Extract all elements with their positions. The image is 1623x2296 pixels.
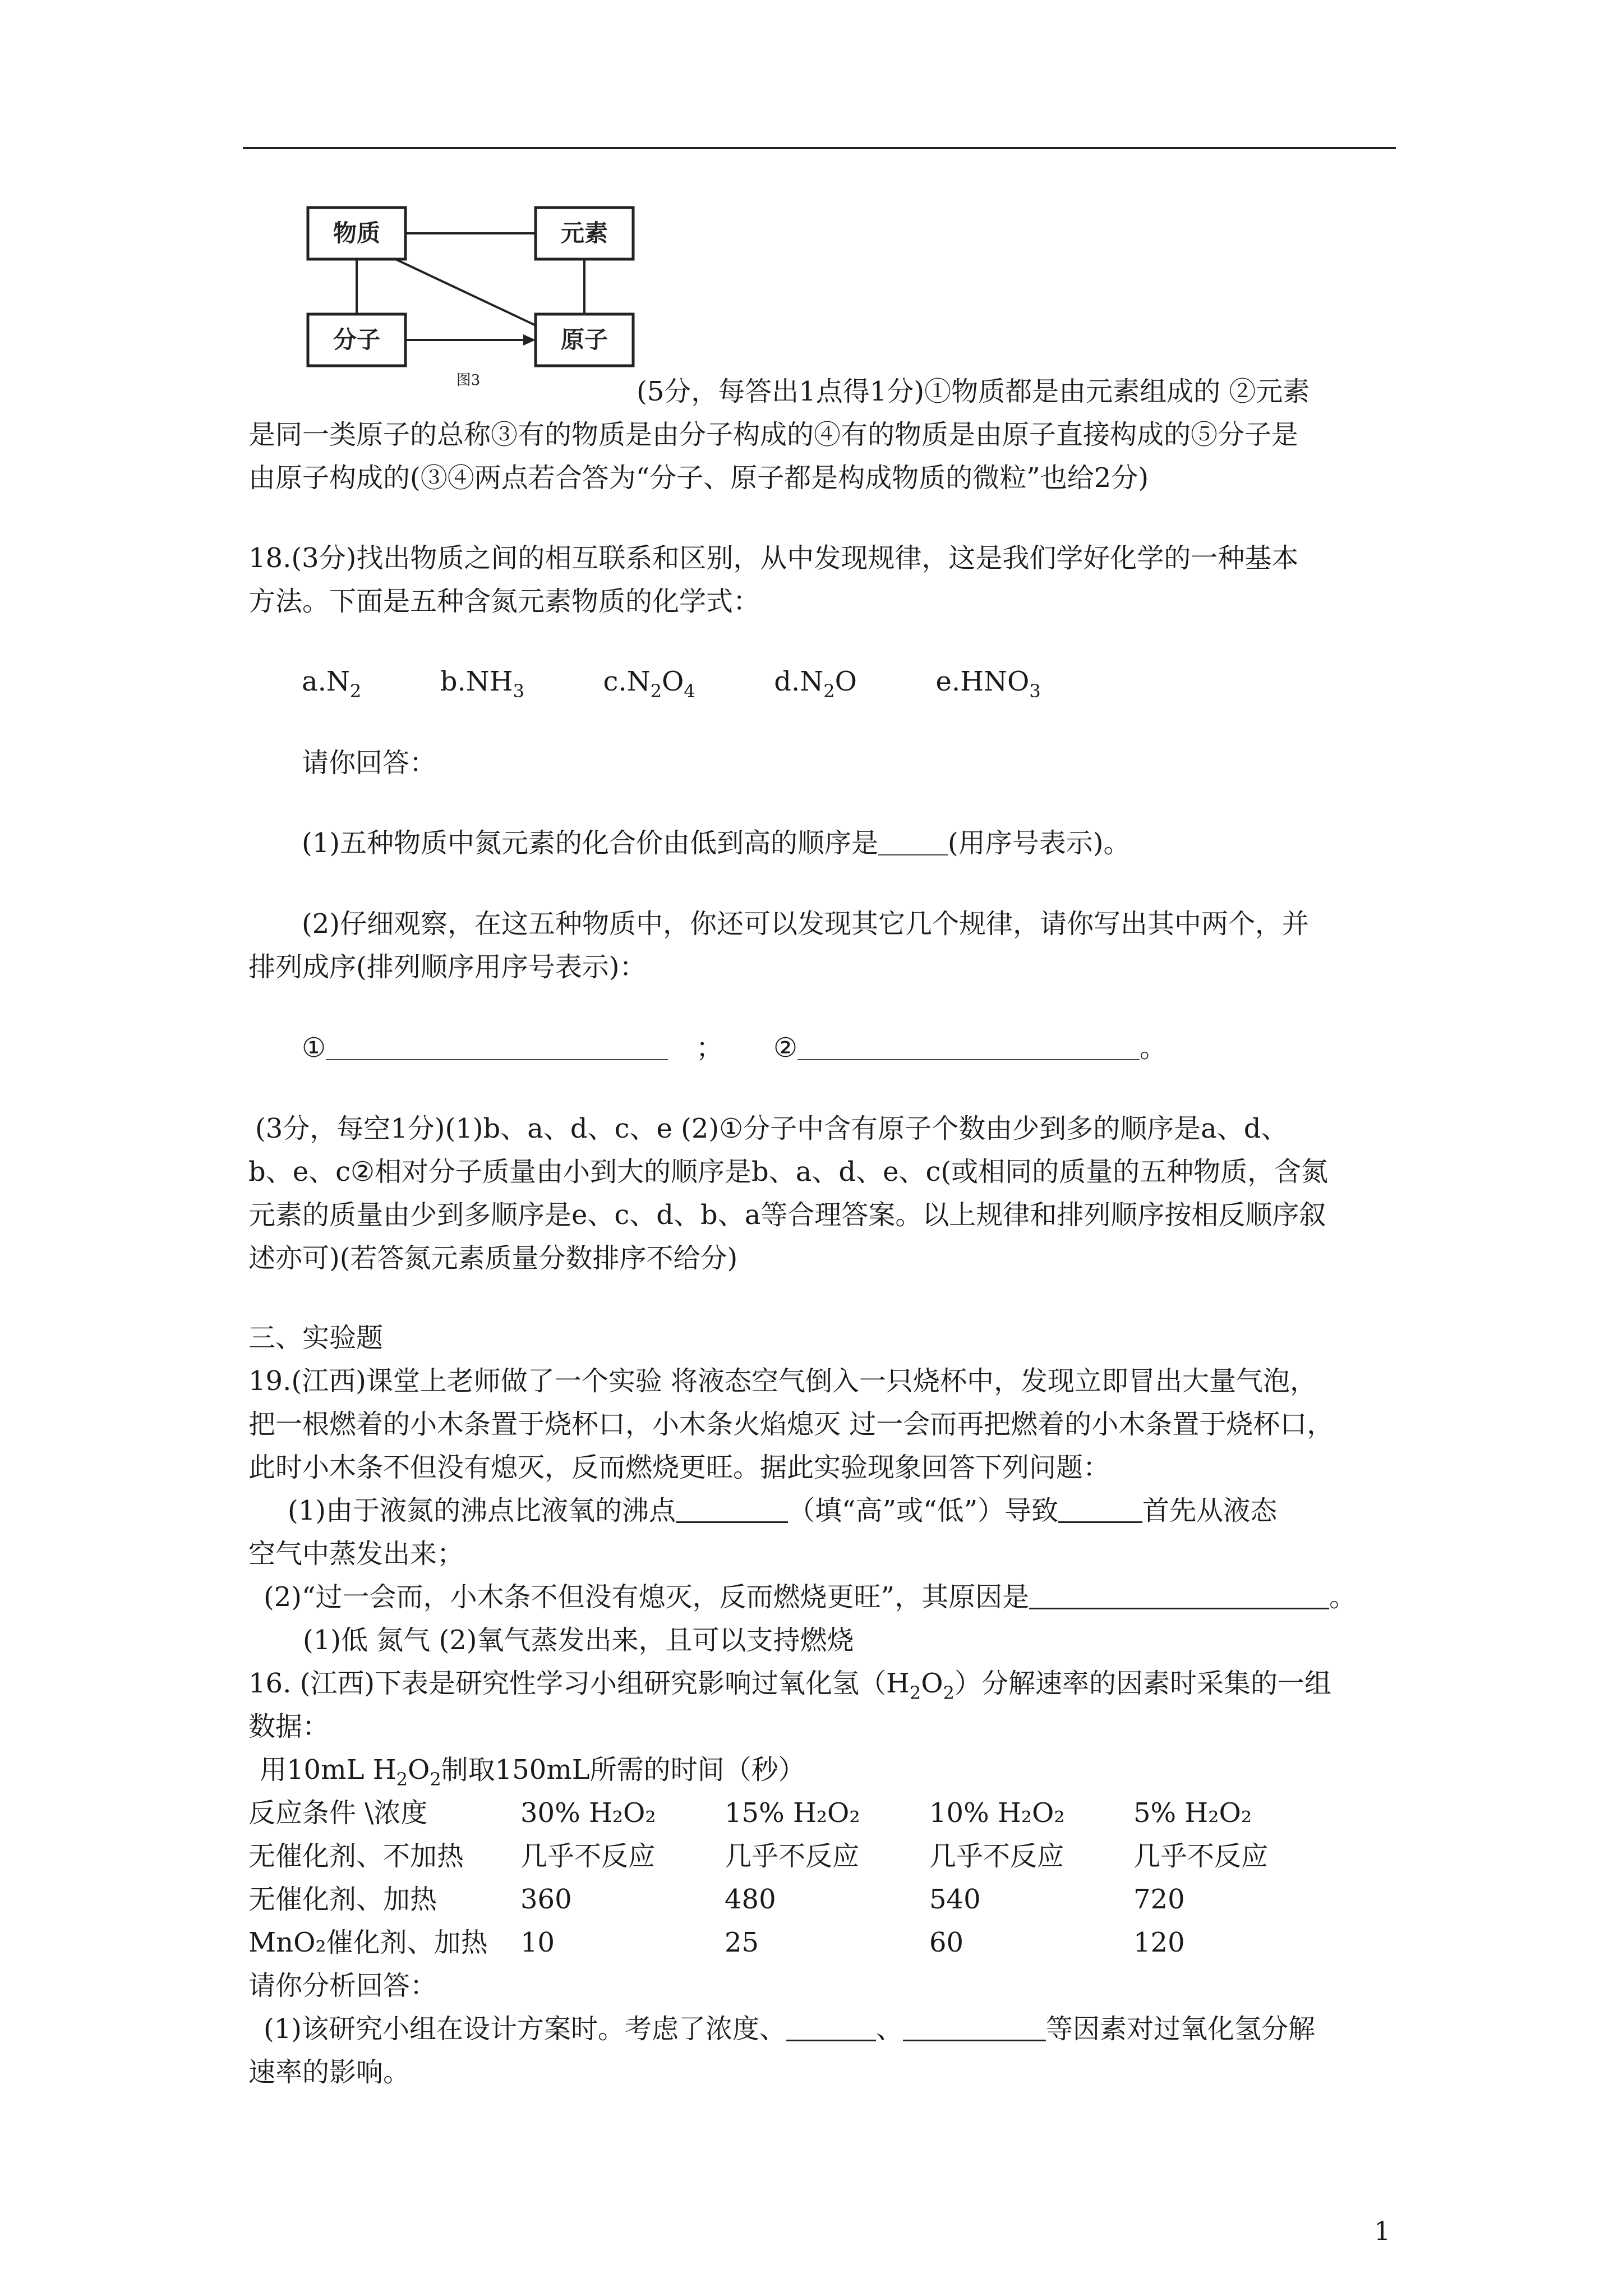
table-header-condition: 反应条件 \浓度: [248, 1797, 428, 1829]
table-row3-c4: 120: [1133, 1927, 1185, 1958]
q17-answer-line1: (5分，每答出1点得1分)①物质都是由元素组成的 ②元素: [637, 376, 1310, 407]
node-molecule-label: 分子: [333, 326, 381, 353]
q18-part1: [302, 826, 1130, 860]
table-row2-c2: 480: [725, 1884, 776, 1915]
table-header-5: 5% H₂O₂: [1133, 1797, 1252, 1829]
q19-stem-line3: 此时小木条不但没有熄灭，反而燃烧更旺。据此实验现象回答下列问题：: [248, 1452, 1110, 1483]
formula-a: $a.N_2$: [302, 666, 362, 702]
q16-part1-tail: 等因素对过氧化氢分解: [1046, 2013, 1316, 2045]
q17-answer-line2: 是同一类原子的总称③有的物质是由分子构成的④有的物质是由原子直接构成的⑤分子是: [248, 419, 1299, 450]
table-row1-c4: 几乎不反应: [1133, 1841, 1269, 1872]
table-row2-c1: 360: [520, 1884, 572, 1915]
q19-part1-blank1[interactable]: [676, 1497, 788, 1523]
q16-part1-text: (1)该研究小组在设计方案时。考虑了浓度、: [264, 2013, 786, 2045]
q19-part1: [288, 1494, 1277, 1527]
edge-substance-atom: [395, 259, 536, 325]
table-row1-label: 无催化剂、不加热: [248, 1841, 464, 1872]
table-row3-c1: 10: [520, 1927, 555, 1958]
q18-stem-line1: 18.(3分)找出物质之间的相互联系和区别，从中发现规律，这是我们学好化学的一种基本: [248, 542, 1299, 574]
q18-end-mark: 。: [1140, 1032, 1167, 1064]
table-caption: 用10mL $H_2O_2$制取150mL所需的时间（秒）: [260, 1754, 805, 1790]
node-element-label: 元素: [560, 219, 608, 247]
section-title: 三、实验题: [248, 1322, 384, 1354]
q17-answer-line3: 由原子构成的(③④两点若合答为“分子、原子都是构成物质的微粒”也给2分): [248, 462, 1149, 494]
table-row2-c3: 540: [929, 1884, 981, 1915]
q18-part2-line1: (2)仔细观察，在这五种物质中，你还可以发现其它几个规律，请你写出其中两个，并: [302, 908, 1309, 940]
q19-part1-tail: 首先从液态: [1142, 1495, 1278, 1526]
q16-stem-line2: 数据：: [248, 1711, 330, 1742]
q18-prompt: 请你回答：: [302, 747, 437, 779]
table-row3-label: MnO₂催化剂、加热: [248, 1927, 488, 1958]
q16-prompt: 请你分析回答：: [248, 1970, 437, 2001]
q16-part1: [264, 2012, 1315, 2046]
q16-part1-line2: 速率的影响。: [248, 2056, 411, 2088]
table-header-30: 30% H₂O₂: [520, 1797, 656, 1829]
q18-answer-line4: 述亦可)(若答氮元素质量分数排序不给分): [248, 1243, 738, 1274]
figure-label: 图3: [456, 372, 481, 387]
node-substance-label: 物质: [333, 219, 381, 247]
q18-answer-line2: b、e、c②相对分子质量由小到大的顺序是b、a、d、e、c(或相同的质量的五种物质，含氮: [248, 1156, 1329, 1188]
q18-answer-line1: (3分，每空1分)(1)b、a、d、c、e (2)①分子中含有原子个数由少到多的顺序是a、d、: [255, 1113, 1288, 1144]
q19-part2-text: (2)“过一会而，小木条不但没有熄灭，反而燃烧更旺”，其原因是: [264, 1581, 1030, 1613]
arrowhead-molecule-atom: [523, 334, 536, 346]
q19-part2-end: 。: [1329, 1581, 1357, 1613]
q19-part1-mid: （填“高”或“低”）导致: [788, 1495, 1059, 1526]
q18-blank1[interactable]: [326, 1034, 668, 1060]
q18-blank2-label: ②: [773, 1032, 798, 1064]
q18-part1-blank[interactable]: [878, 830, 948, 855]
q18-stem-line2: 方法。下面是五种含氮元素物质的化学式：: [248, 586, 760, 617]
q18-part2-line2: 排列成序(排列顺序用序号表示)：: [248, 951, 647, 983]
table-header-15: 15% H₂O₂: [725, 1797, 860, 1829]
concept-diagram: [300, 202, 637, 387]
node-atom-label: 原子: [560, 326, 608, 353]
formula-d: $d.N_2O$: [774, 666, 857, 702]
formula-c: $c.N_2O_4$: [603, 666, 695, 702]
formula-b: $b.NH_3$: [440, 666, 524, 702]
table-row2-c4: 720: [1133, 1884, 1185, 1915]
q18-blanks-row: [302, 1031, 1166, 1065]
q18-separator: ；: [696, 1032, 723, 1064]
page-number: 1: [1374, 2216, 1391, 2246]
q19-part1-blank2[interactable]: [1058, 1497, 1142, 1523]
q16-part1-sep: 、: [876, 2013, 903, 2045]
q19-part1-line2: 空气中蒸发出来；: [248, 1538, 464, 1570]
table-row2-label: 无催化剂、加热: [248, 1884, 437, 1915]
q19-stem-line2: 把一根燃着的小木条置于烧杯口，小木条火焰熄灭 过一会而再把燃着的小木条置于烧杯口，: [248, 1409, 1334, 1440]
header-rule: [243, 147, 1396, 149]
table-row3-c3: 60: [929, 1927, 964, 1958]
table-row1-c2: 几乎不反应: [725, 1841, 860, 1872]
q16-part1-blank2[interactable]: [903, 2015, 1046, 2041]
q19-answer: (1)低 氮气 (2)氧气蒸发出来，且可以支持燃烧: [303, 1625, 854, 1656]
table-header-10: 10% H₂O₂: [929, 1797, 1065, 1829]
formula-e: $e.HNO_3$: [935, 666, 1041, 702]
q19-stem-line1: 19.(江西)课堂上老师做了一个实验 将液态空气倒入一只烧杯中，发现立即冒出大量气泡，: [248, 1365, 1317, 1397]
table-row1-c3: 几乎不反应: [929, 1841, 1064, 1872]
q18-part1-tail: (用序号表示)。: [948, 827, 1131, 859]
q19-part1-text: (1)由于液氮的沸点比液氧的沸点: [288, 1495, 676, 1526]
q18-blank1-label: ①: [302, 1032, 326, 1064]
q19-part2: [264, 1580, 1356, 1614]
table-row3-c2: 25: [725, 1927, 759, 1958]
q18-answer-line3: 元素的质量由少到多顺序是e、c、d、b、a等合理答案。以上规律和排列顺序按相反顺序叙: [248, 1199, 1326, 1231]
q18-blank2[interactable]: [797, 1034, 1140, 1060]
q16-stem-line1: 16. (江西)下表是研究性学习小组研究影响过氧化氢$(H_2O_2)$分解速率的因素时采集的一组: [248, 1668, 1332, 1704]
q16-part1-blank1[interactable]: [786, 2015, 876, 2041]
q19-part2-blank[interactable]: [1029, 1583, 1329, 1609]
q18-formula-row: [302, 665, 1041, 708]
q18-part1-text: (1)五种物质中氮元素的化合价由低到高的顺序是: [302, 827, 878, 859]
table-row1-c1: 几乎不反应: [520, 1841, 656, 1872]
